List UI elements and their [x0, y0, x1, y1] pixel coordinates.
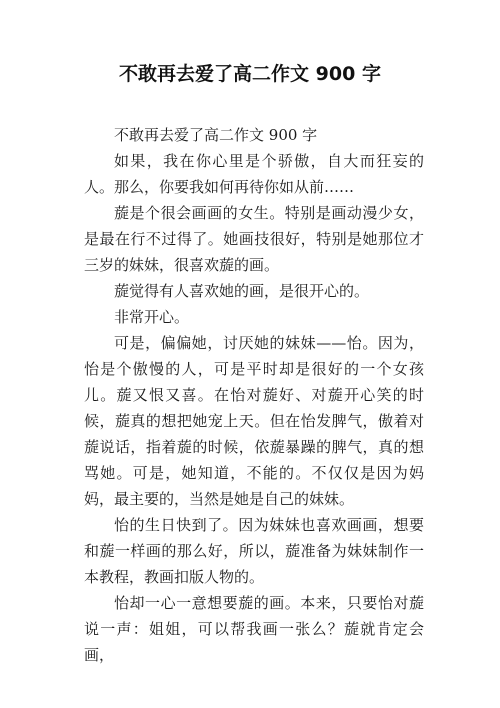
paragraph: 怡的生日快到了。因为妹妹也喜欢画画，想要和蔙一样画的那么好，所以，蔙准备为妹妹制作一本教程，教画扣版人物的。	[84, 516, 424, 586]
paragraph: 如果，我在你心里是个骄傲，自大而狂妄的人。那么，你要我如何再待你如从前……	[84, 152, 424, 196]
paragraph: 怡却一心一意想要蔙的画。本来，只要怡对蔙说一声：姐姐，可以帮我画一张么？蔙就肯定会画，	[84, 594, 424, 664]
document-title: 不敢再去爱了高二作文 900 字	[119, 63, 381, 85]
document-body	[84, 122, 424, 668]
paragraph: 不敢再去爱了高二作文 900 字	[114, 126, 318, 144]
paragraph: 蔙是个很会画画的女生。特别是画动漫少女，是最在行不过得了。她画技很好，特别是她那位才三岁的妹妹，很喜欢蔙的画。	[84, 204, 424, 274]
paragraph: 可是，偏偏她，讨厌她的妹妹——怡。因为，怡是个傲慢的人，可是平时却是很好的一个女孩儿。蔙又恨又喜。在怡对蔙好、对蔙开心笑的时候，蔙真的想把她宠上天。但在怡发脾气，傲着对蔙说话，指着蔙的时候，依蔙暴躁的脾气，真的想骂她。可是，她知道，不能的。不仅仅是因为妈妈，最主要的，当然是她是自己的妹妹。	[84, 334, 424, 508]
paragraph: 蔙觉得有人喜欢她的画，是很开心的。	[114, 282, 370, 300]
paragraph: 非常开心。	[114, 308, 190, 326]
